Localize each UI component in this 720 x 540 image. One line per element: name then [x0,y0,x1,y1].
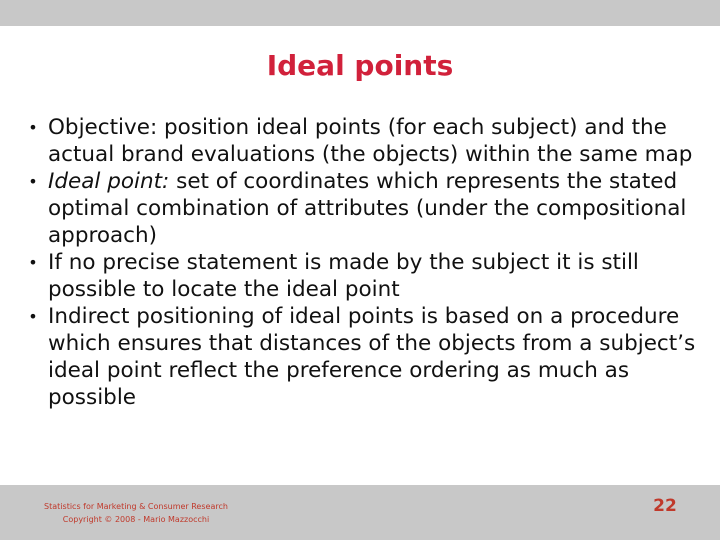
slide-title-text: Ideal points [266,49,454,82]
bullet-dot: • [28,118,38,137]
bullet-dot: • [28,307,38,326]
bullet-item [26,168,706,249]
bullet-text: set of coordinates which represents the stated optimal combination of attributes (under the compositional approach) [48,169,687,248]
bullet-dot: • [28,172,38,191]
bullet-text: Indirect positioning of ideal points is based on a procedure which ensures that distances of the objects from a subject’s ideal point reflect the preference ordering as much as possible [48,304,696,410]
page-number: 22 [653,496,677,516]
bullet-item [26,249,706,303]
top-band [0,0,720,26]
bullet-list [26,114,706,411]
footer-course-title: Statistics for Marketing & Consumer Research [44,502,228,511]
bullet-text: Objective: position ideal points (for each subject) and the actual brand evaluations (the objects) within the same map [48,115,693,167]
bullet-dot: • [28,253,38,272]
slide-title [0,48,720,84]
bullet-item [26,114,706,168]
bullet-text: If no precise statement is made by the subject it is still possible to locate the ideal point [48,250,639,302]
footer-credits [26,500,246,526]
bullet-item [26,303,706,411]
footer-copyright: Copyright © 2008 - Mario Mazzocchi [62,515,210,524]
bullet-term: Ideal point: [48,169,170,194]
